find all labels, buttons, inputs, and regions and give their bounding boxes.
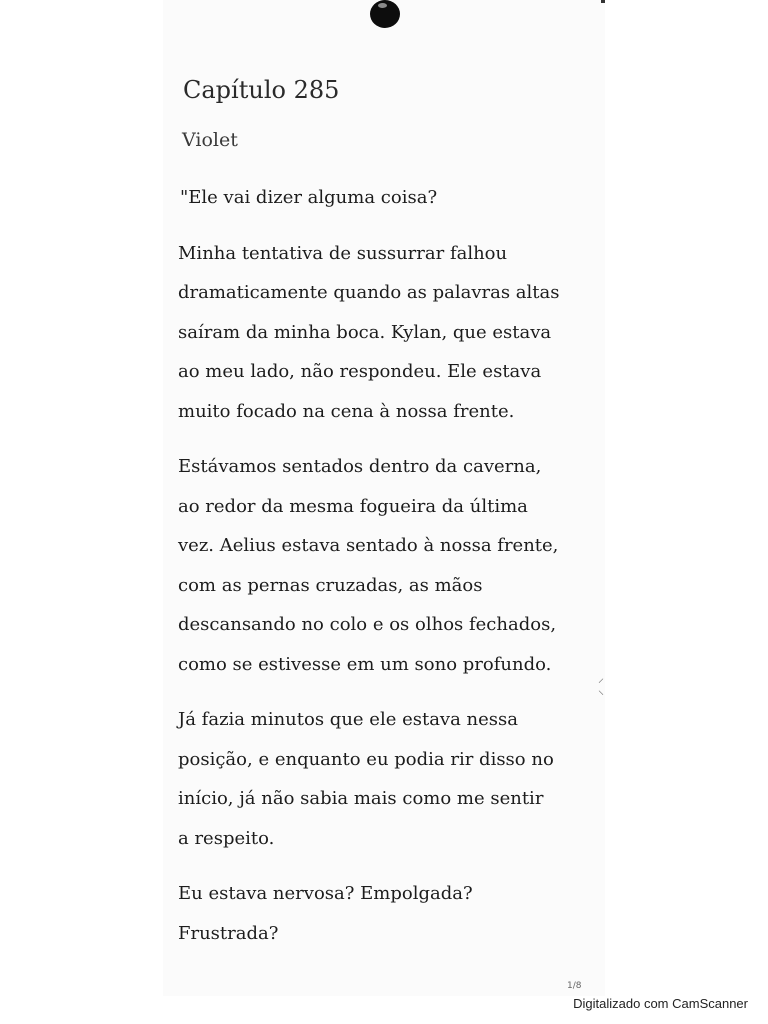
document-body bbox=[178, 70, 598, 953]
binder-pin-icon bbox=[370, 0, 400, 28]
line: vez. Aelius estava sentado à nossa frente, bbox=[178, 535, 559, 556]
paragraph-4 bbox=[178, 700, 598, 858]
scan-artifact bbox=[601, 0, 605, 3]
line: Frustrada? bbox=[178, 922, 279, 944]
paragraph-1 bbox=[178, 178, 598, 218]
chapter-title: Capítulo 285 bbox=[183, 76, 340, 104]
line: posição, e enquanto eu podia rir disso no bbox=[178, 748, 554, 770]
line: dramaticamente quando as palavras altas bbox=[178, 282, 560, 303]
line: descansando no colo e os olhos fechados, bbox=[178, 614, 557, 635]
line: a respeito. bbox=[178, 827, 275, 849]
line: Eu estava nervosa? Empolgada? bbox=[178, 883, 473, 904]
line: Minha tentativa de sussurrar falhou bbox=[178, 242, 508, 264]
line: ao meu lado, não respondeu. Ele estava bbox=[178, 361, 542, 382]
line: saíram da minha boca. Kylan, que estava bbox=[178, 321, 552, 343]
line: início, já não sabia mais como me sentir bbox=[178, 788, 544, 809]
paragraph-3 bbox=[178, 447, 598, 684]
page-number: 1/8 bbox=[567, 981, 582, 991]
scan-smudge: ⸝ ⸜ bbox=[598, 671, 605, 697]
line: Já fazia minutos que ele estava nessa bbox=[178, 709, 518, 730]
line: com as pernas cruzadas, as mãos bbox=[178, 574, 483, 596]
chapter-pov: Violet bbox=[182, 129, 238, 151]
line: Estávamos sentados dentro da caverna, bbox=[178, 456, 542, 477]
line: "Ele vai dizer alguma coisa? bbox=[180, 187, 438, 208]
scanner-watermark: Digitalizado com CamScanner bbox=[573, 996, 748, 1011]
paragraph-2 bbox=[178, 234, 598, 432]
line: ao redor da mesma fogueira da última bbox=[178, 495, 528, 517]
paragraph-5 bbox=[178, 874, 598, 953]
line: muito focado na cena à nossa frente. bbox=[178, 400, 515, 422]
line: como se estivesse em um sono profundo. bbox=[178, 653, 552, 675]
